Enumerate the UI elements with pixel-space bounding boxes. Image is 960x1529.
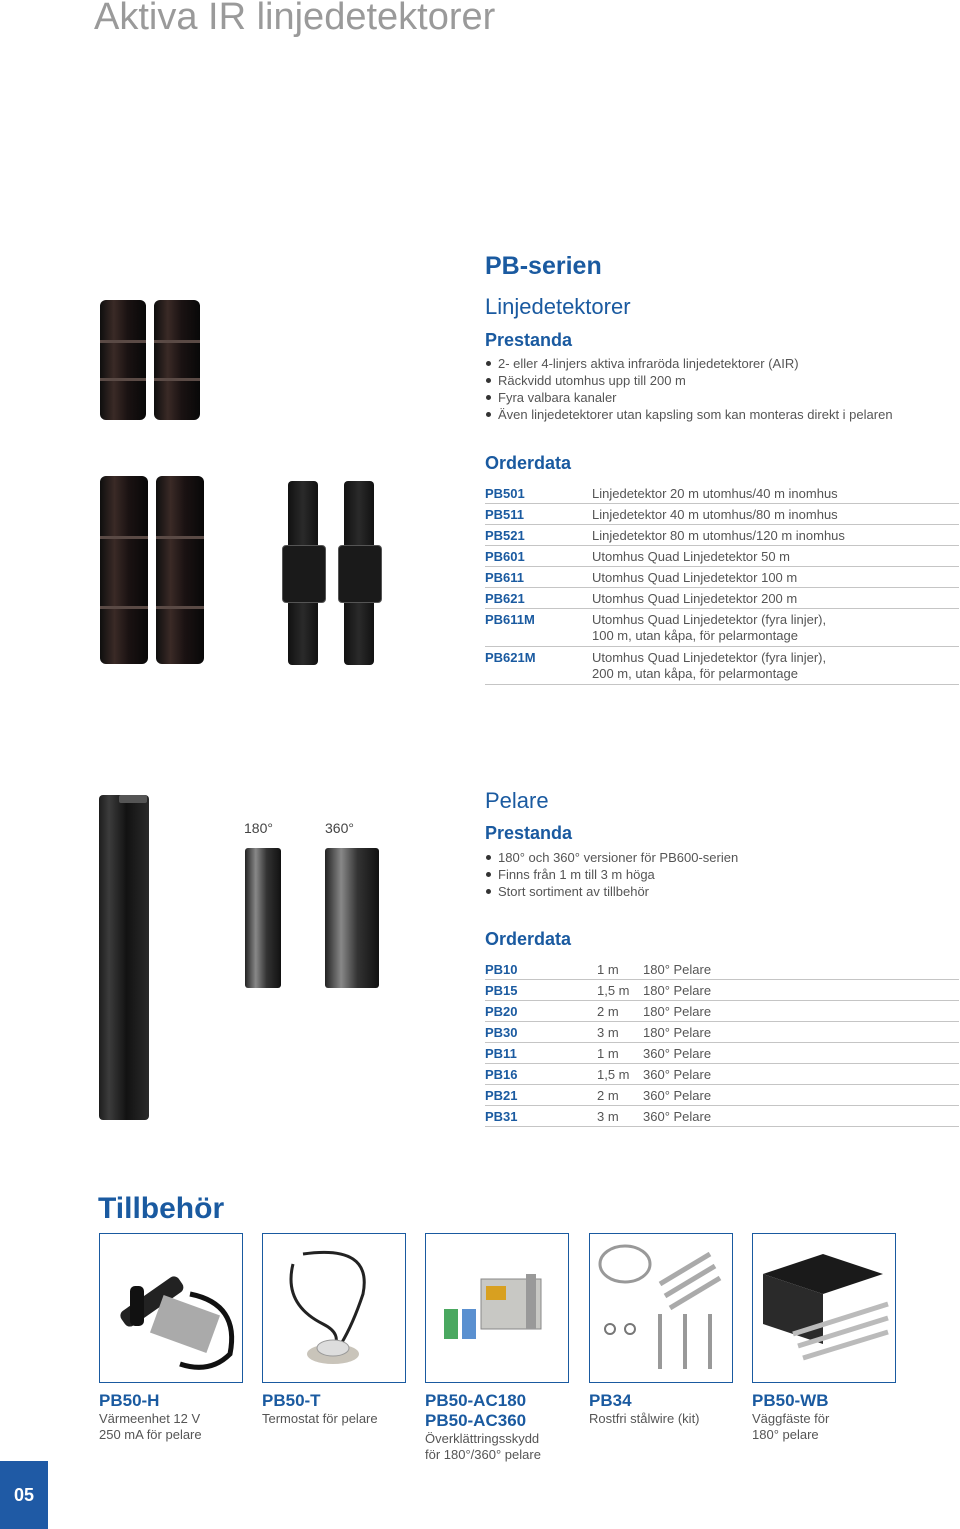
order-type: 180° Pelare [643, 1004, 712, 1019]
pb-order-table [485, 483, 959, 685]
order-row [485, 525, 959, 546]
accessory-item [752, 1391, 902, 1443]
series-subtitle: Linjedetektorer [485, 294, 631, 319]
order-row [485, 1064, 959, 1085]
order-desc [597, 1088, 711, 1104]
label-360: 360° [325, 820, 354, 836]
order-code: PB30 [485, 1025, 518, 1040]
pelare-order-table [485, 959, 959, 1127]
order-desc [597, 1067, 711, 1083]
pb-prestanda-list [485, 355, 893, 423]
pillar-image [99, 795, 149, 1120]
pillar-180-image [245, 848, 281, 988]
accessory-desc: Rostfri stålwire (kit) [589, 1411, 700, 1426]
bullet-item: Fyra valbara kanaler [485, 389, 893, 406]
page-title: Aktiva IR linjedetektorer [94, 0, 496, 38]
orderdata-heading: Orderdata [485, 929, 572, 949]
order-desc [597, 1004, 711, 1020]
pelare-title: Pelare [485, 788, 549, 813]
order-type: 360° Pelare [643, 1067, 712, 1082]
order-desc-line: 100 m, utan kåpa, för pelarmontage [592, 628, 798, 643]
order-code: PB621M [485, 650, 536, 665]
order-length: 3 m [597, 1109, 619, 1124]
accessory-image-wire-kit [589, 1233, 733, 1383]
page-number: 05 [0, 1461, 48, 1529]
bullet-item: Finns från 1 m till 3 m höga [485, 866, 738, 883]
accessory-code: PB34 [589, 1391, 632, 1410]
accessory-item [589, 1391, 744, 1427]
bullet-item: 2- eller 4-linjers aktiva infraröda linjedetektorer (AIR) [485, 355, 893, 372]
order-row [485, 483, 959, 504]
accessory-code: PB50-AC360 [425, 1411, 527, 1430]
accessories-heading: Tillbehör [98, 1192, 225, 1225]
accessory-desc: Värmeenhet 12 V [99, 1411, 201, 1426]
order-code: PB611 [485, 570, 525, 585]
accessory-code: PB50-WB [752, 1391, 829, 1410]
order-code: PB501 [485, 486, 525, 501]
pb-detector-image-large [96, 472, 211, 668]
order-desc [597, 1025, 711, 1041]
order-row [485, 504, 959, 525]
pb-detector-image-top [96, 296, 208, 426]
order-type: 360° Pelare [643, 1109, 712, 1124]
order-length: 2 m [597, 1088, 619, 1103]
order-type: 180° Pelare [643, 962, 712, 977]
accessory-image-anticlimb [425, 1233, 569, 1383]
order-desc: Utomhus Quad Linjedetektor 200 m [592, 591, 798, 606]
order-code: PB11 [485, 1046, 517, 1061]
order-row [485, 1022, 959, 1043]
order-code: PB20 [485, 1004, 518, 1019]
order-code: PB621 [485, 591, 525, 606]
prestanda-heading: Prestanda [485, 330, 573, 350]
order-length: 3 m [597, 1025, 619, 1040]
order-desc [597, 1046, 711, 1062]
order-code: PB10 [485, 962, 518, 977]
order-desc-line: 200 m, utan kåpa, för pelarmontage [592, 666, 798, 681]
order-row [485, 588, 959, 609]
accessory-desc: Termostat för pelare [262, 1411, 378, 1426]
order-type: 180° Pelare [643, 1025, 712, 1040]
order-row [485, 546, 959, 567]
accessory-code: PB50-H [99, 1391, 160, 1410]
order-row [485, 1106, 959, 1127]
order-row [485, 980, 959, 1001]
order-desc [592, 612, 826, 644]
order-type: 360° Pelare [643, 1046, 712, 1061]
label-180: 180° [244, 820, 273, 836]
order-row [485, 647, 959, 685]
order-row [485, 1085, 959, 1106]
order-code: PB521 [485, 528, 525, 543]
accessory-item [99, 1391, 249, 1443]
order-code: PB15 [485, 983, 518, 998]
accessory-desc: 180° pelare [752, 1427, 819, 1442]
order-code: PB21 [485, 1088, 518, 1103]
order-row [485, 609, 959, 647]
order-desc [597, 962, 711, 978]
prestanda-heading: Prestanda [485, 823, 573, 843]
order-desc: Linjedetektor 20 m utomhus/40 m inomhus [592, 486, 838, 501]
order-desc [592, 650, 826, 682]
order-desc [597, 1109, 711, 1125]
accessory-image-thermostat [262, 1233, 406, 1383]
accessory-image-heater [99, 1233, 243, 1383]
accessory-code: PB50-T [262, 1391, 321, 1410]
bullet-item: Även linjedetektorer utan kapsling som kan monteras direkt i pelaren [485, 406, 893, 423]
order-code: PB511 [485, 507, 525, 522]
bullet-item: Stort sortiment av tillbehör [485, 883, 738, 900]
order-code: PB611M [485, 612, 535, 627]
series-title: PB-serien [485, 252, 602, 280]
order-row [485, 1043, 959, 1064]
order-type: 180° Pelare [643, 983, 712, 998]
pillar-360-image [325, 848, 379, 988]
order-desc: Linjedetektor 40 m utomhus/80 m inomhus [592, 507, 838, 522]
accessory-image-wall-bracket [752, 1233, 896, 1383]
order-desc-line: Utomhus Quad Linjedetektor (fyra linjer), [592, 650, 827, 665]
pb-quad-detector-image [280, 475, 388, 671]
accessory-item [262, 1391, 412, 1427]
accessory-desc: 250 mA för pelare [99, 1427, 202, 1442]
accessory-code: PB50-AC180 [425, 1391, 527, 1410]
pelare-prestanda-list [485, 849, 738, 900]
order-desc: Utomhus Quad Linjedetektor 50 m [592, 549, 790, 564]
order-length: 1,5 m [597, 983, 630, 998]
accessory-desc: Överklättringsskydd [425, 1431, 540, 1446]
order-desc: Linjedetektor 80 m utomhus/120 m inomhus [592, 528, 845, 543]
order-desc [597, 983, 711, 999]
order-code: PB16 [485, 1067, 518, 1082]
order-code: PB31 [485, 1109, 518, 1124]
accessory-item [425, 1391, 580, 1463]
accessory-desc: för 180°/360° pelare [425, 1447, 541, 1462]
orderdata-heading: Orderdata [485, 453, 572, 473]
order-length: 1 m [597, 962, 619, 977]
order-code: PB601 [485, 549, 525, 564]
bullet-item: 180° och 360° versioner för PB600-serien [485, 849, 738, 866]
order-row [485, 959, 959, 980]
accessory-desc: Väggfäste för [752, 1411, 830, 1426]
order-length: 1,5 m [597, 1067, 630, 1082]
order-row [485, 1001, 959, 1022]
order-desc-line: Utomhus Quad Linjedetektor (fyra linjer), [592, 612, 827, 627]
order-desc: Utomhus Quad Linjedetektor 100 m [592, 570, 798, 585]
order-length: 2 m [597, 1004, 619, 1019]
order-type: 360° Pelare [643, 1088, 712, 1103]
order-length: 1 m [597, 1046, 619, 1061]
order-row [485, 567, 959, 588]
bullet-item: Räckvidd utomhus upp till 200 m [485, 372, 893, 389]
